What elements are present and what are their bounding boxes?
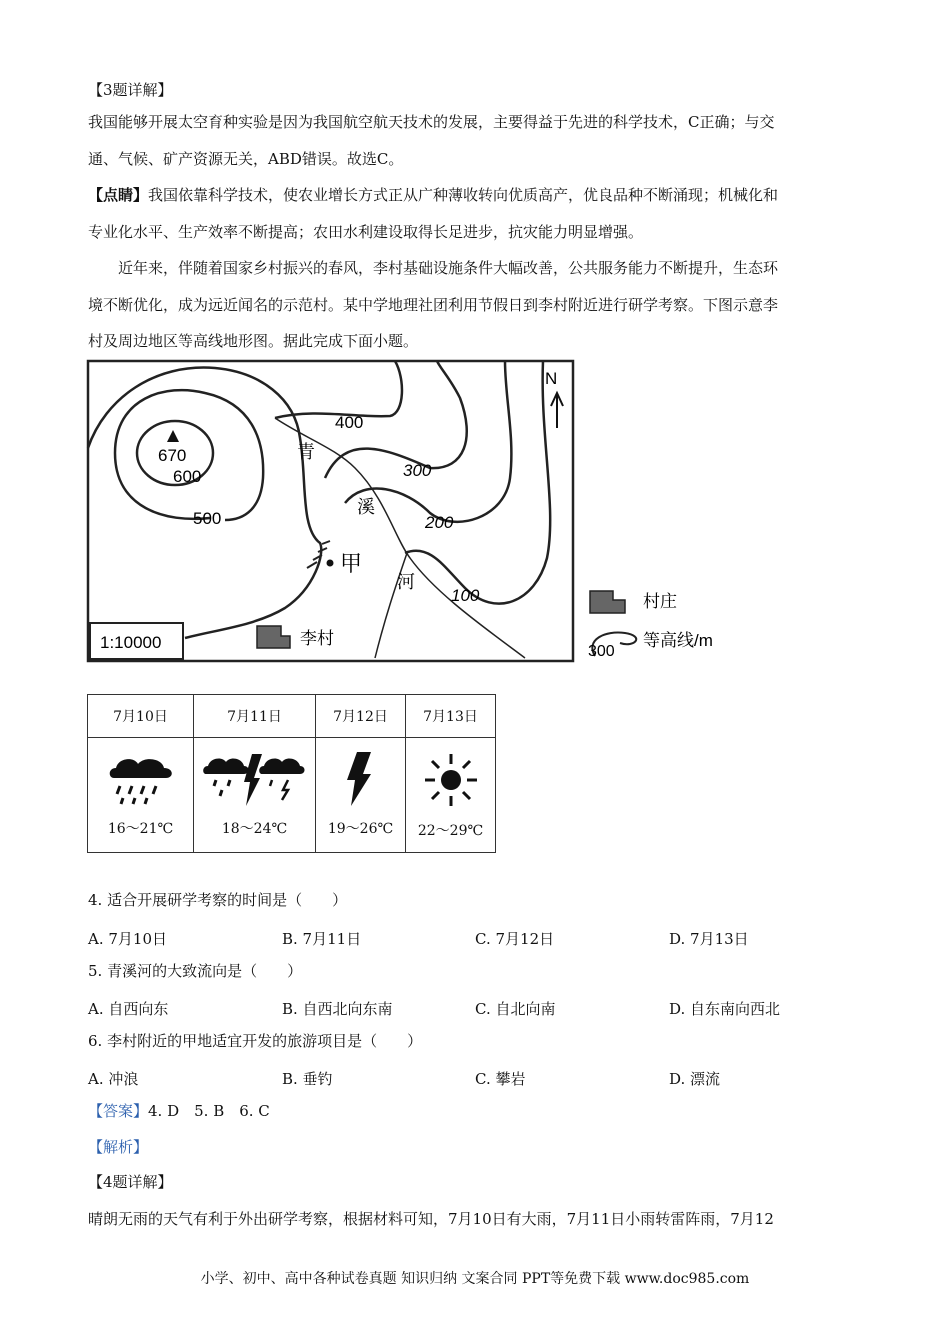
- contour-400-west: [88, 368, 321, 638]
- legend-village-label: 村庄: [643, 592, 677, 611]
- river-char-xi: 溪: [357, 497, 375, 517]
- date-cell: 7月12日: [316, 695, 406, 738]
- contour-map: [85, 358, 745, 668]
- north-label: N: [545, 369, 558, 388]
- tip-line1: 【点睛】我国依靠科学技术，使农业增长方式正从广种薄收转向优质高产，优良品种不断涌现；机械化和: [88, 186, 779, 204]
- peak-triangle-icon: [167, 430, 179, 442]
- question-4-stem: 4. 适合开展研学考察的时间是（ ）: [88, 891, 348, 909]
- q6-option-b: B. 垂钓: [282, 1070, 333, 1088]
- section4-line1: 晴朗无雨的天气有利于外出研学考察，根据材料可知，7月10日有大雨，7月11日小雨转雷阵雨，7月12: [88, 1210, 774, 1228]
- analysis-label: 【解析】: [88, 1138, 149, 1156]
- legend-village-icon: [590, 591, 625, 613]
- intro-line3: 村及周边地区等高线地形图。据此完成下面小题。: [88, 332, 419, 350]
- north-arrow-icon: [551, 393, 563, 428]
- date-cell: 7月10日: [88, 695, 194, 738]
- weather-cell: [194, 738, 316, 853]
- contour-label-600: 600: [173, 467, 202, 486]
- peak-label: 670: [158, 446, 187, 465]
- scale-label: 1:10000: [100, 633, 162, 652]
- point-jia-dot: [327, 560, 334, 567]
- answer-text: 4. D 5. B 6. C: [148, 1102, 270, 1120]
- q4-option-d: D. 7月13日: [669, 930, 749, 948]
- legend-contour-num: 300: [588, 643, 615, 660]
- weather-cell: [88, 738, 194, 853]
- contour-400: [275, 361, 402, 418]
- intro-line2: 境不断优化，成为远近闻名的示范村。某中学地理社团利用节假日到李村附近进行研学考察。下图示意李: [88, 296, 779, 314]
- section3-heading: 【3题详解】: [88, 81, 173, 99]
- q6-option-a: A. 冲浪: [88, 1070, 139, 1088]
- q4-option-c: C. 7月12日: [475, 930, 555, 948]
- section4-heading: 【4题详解】: [88, 1173, 173, 1191]
- legend-contour-label: 等高线/m: [643, 631, 713, 650]
- section3-line1: 我国能够开展太空育种实验是因为我国航空航天技术的发展，主要得益于先进的科学技术，C正确；与交: [88, 113, 775, 131]
- q5-option-c: C. 自北向南: [475, 1000, 556, 1018]
- village-label: 李村: [300, 629, 334, 648]
- date-cell: 7月13日: [406, 695, 496, 738]
- q6-option-c: C. 攀岩: [475, 1070, 526, 1088]
- q5-option-d: D. 自东南向西北: [669, 1000, 781, 1018]
- q4-option-b: B. 7月11日: [282, 930, 362, 948]
- q6-option-d: D. 漂流: [669, 1070, 721, 1088]
- date-cell: 7月11日: [194, 695, 316, 738]
- intro-line1: 近年来，伴随着国家乡村振兴的春风，李村基础设施条件大幅改善，公共服务能力不断提升，生态环: [118, 259, 779, 277]
- river-char-he: 河: [397, 572, 415, 592]
- q5-option-b: B. 自西北向东南: [282, 1000, 393, 1018]
- contour-label-100: 100: [451, 586, 480, 605]
- q4-option-a: A. 7月10日: [88, 930, 167, 948]
- weather-table: [87, 694, 496, 853]
- contour-label-500: 500: [193, 509, 222, 528]
- village-icon: [257, 626, 290, 648]
- temp-label: 18～24℃: [221, 821, 288, 837]
- river-char-qing: 青: [297, 442, 315, 462]
- page-footer: 小学、初中、高中各种试卷真题 知识归纳 文案合同 PPT等免费下载 www.doc985.com: [200, 1271, 750, 1287]
- tip-line2: 专业化水平、生产效率不断提高；农田水利建设取得长足进步，抗灾能力明显增强。: [88, 223, 644, 241]
- contour-label-200: 200: [425, 513, 454, 532]
- rain-to-thunder-icon: [202, 750, 308, 808]
- question-6-stem: 6. 李村附近的甲地适宜开发的旅游项目是（ ）: [88, 1032, 423, 1050]
- lightning-icon: [341, 750, 381, 808]
- map-frame: [88, 361, 573, 661]
- q5-option-a: A. 自西向东: [88, 1000, 169, 1018]
- answer-label: 【答案】: [88, 1102, 149, 1120]
- contour-label-300: 300: [403, 461, 432, 480]
- tip-label: 【点睛】: [88, 186, 149, 204]
- road: [375, 553, 407, 658]
- contour-label-400: 400: [335, 413, 364, 432]
- temp-label: 16～21℃: [107, 821, 174, 837]
- weather-cell: [406, 738, 496, 853]
- contour-100: [405, 361, 550, 604]
- temp-label: 19～26℃: [327, 821, 394, 837]
- section3-line2: 通、气候、矿产资源无关，ABD错误。故选C。: [88, 150, 404, 168]
- question-5-stem: 5. 青溪河的大致流向是（ ）: [88, 962, 303, 980]
- answer-line: [88, 1093, 868, 1129]
- point-jia-label: 甲: [340, 551, 363, 576]
- temp-label: 22～29℃: [417, 823, 484, 839]
- heavy-rain-icon: [106, 750, 176, 808]
- sun-icon: [421, 750, 481, 810]
- weather-cell: [316, 738, 406, 853]
